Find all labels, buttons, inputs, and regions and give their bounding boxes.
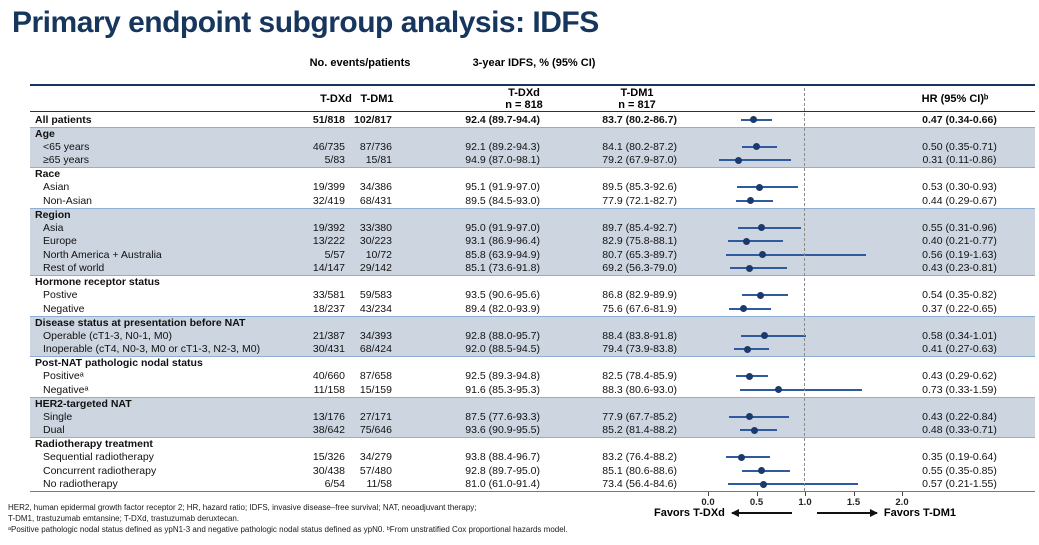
axis-tick-label: 0.0 <box>701 497 715 508</box>
hr-value: 0.55 (0.35-0.85) <box>922 464 997 477</box>
subgroup-label: Asian <box>43 181 70 193</box>
table-row <box>30 383 1035 397</box>
events-tdm1: 15/81 <box>365 154 392 166</box>
point-estimate-marker <box>775 386 782 393</box>
forest-cell <box>677 317 910 330</box>
idfs-tdm1: 77.9 (67.7-85.2) <box>602 410 677 423</box>
column-header-hr: HR (95% CI)ᵇ <box>921 93 989 105</box>
forest-cell <box>677 128 910 141</box>
events-tdm1: 87/658 <box>359 370 392 382</box>
idfs-tdxd: 89.4 (82.0-93.9) <box>465 302 540 315</box>
idfs-tdxd: 92.0 (88.5-94.5) <box>465 343 540 355</box>
subgroup-label: Positiveᵃ <box>43 370 84 382</box>
idfs-tdm1: 83.7 (80.2-86.7) <box>602 113 677 126</box>
hr-value: 0.55 (0.31-0.96) <box>922 221 997 234</box>
idfs-tdxd: 92.8 (89.7-95.0) <box>465 464 540 477</box>
favors-legend <box>654 507 956 519</box>
ci-line <box>726 456 770 458</box>
table-row <box>30 140 1035 154</box>
ci-line <box>728 483 858 485</box>
events-tdm1: 34/279 <box>359 451 392 463</box>
idfs-tdxd: 89.5 (84.5-93.0) <box>465 194 540 207</box>
footnote-abbreviations-2: T-DM1, trastuzumab emtansine; T-DXd, trastuzumab deruxtecan. <box>8 514 240 523</box>
events-tdm1: 33/380 <box>359 221 392 234</box>
table-row <box>30 464 1035 478</box>
axis-tick-label: 1.0 <box>798 497 812 508</box>
table-row <box>30 410 1035 424</box>
events-tdxd: 30/431 <box>312 343 345 355</box>
subgroup-label: Single <box>43 410 73 423</box>
hr-value: 0.57 (0.21-1.55) <box>922 478 997 490</box>
left-arrow-icon <box>732 512 792 514</box>
idfs-tdxd: 93.8 (88.4-96.7) <box>465 451 540 463</box>
events-tdxd: 30/438 <box>312 464 345 477</box>
events-tdm1: 30/223 <box>359 235 392 247</box>
group-header-row <box>30 356 1035 370</box>
events-tdm1: 59/583 <box>359 289 392 301</box>
point-estimate-marker <box>758 467 765 474</box>
forest-cell <box>677 410 910 424</box>
group-label: Hormone receptor status <box>35 276 160 288</box>
idfs-tdxd: 85.1 (73.6-91.8) <box>465 262 540 274</box>
idfs-tdxd: 91.6 (85.3-95.3) <box>465 383 540 396</box>
group-header-row <box>30 275 1035 289</box>
idfs-tdm1: 69.2 (56.3-79.0) <box>602 262 677 274</box>
table-row <box>30 248 1035 262</box>
idfs-tdxd: 93.6 (90.9-95.5) <box>465 424 540 436</box>
group-label: Radiotherapy treatment <box>35 438 153 450</box>
idfs-tdm1: 79.4 (73.9-83.8) <box>602 343 677 355</box>
events-tdxd: 21/387 <box>312 329 345 342</box>
point-estimate-marker <box>750 116 757 123</box>
forest-cell <box>677 276 910 289</box>
ci-line <box>740 389 862 391</box>
point-estimate-marker <box>751 427 758 434</box>
idfs-tdm1: 84.1 (80.2-87.2) <box>602 140 677 153</box>
subgroup-label: Negativeᵃ <box>43 383 89 396</box>
point-estimate-marker <box>743 238 750 245</box>
idfs-tdxd: 92.5 (89.3-94.8) <box>465 370 540 382</box>
table-row <box>30 113 1035 127</box>
subgroup-label: Operable (cT1-3, N0-1, M0) <box>43 329 172 342</box>
group-label: Race <box>35 168 61 180</box>
forest-cell <box>677 154 910 168</box>
ci-line <box>728 240 782 242</box>
group-header-row <box>30 437 1035 451</box>
forest-cell <box>677 329 910 343</box>
forest-cell <box>677 383 910 397</box>
hr-value: 0.31 (0.11-0.86) <box>922 154 997 166</box>
forest-cell <box>677 478 910 492</box>
ci-line <box>736 200 773 202</box>
group-label: HER2-targeted NAT <box>35 397 132 410</box>
events-tdm1: 34/386 <box>359 181 392 193</box>
group-header-row <box>30 167 1035 181</box>
events-tdxd: 19/392 <box>312 221 345 234</box>
point-estimate-marker <box>761 332 768 339</box>
subgroup-label: Asia <box>43 221 64 234</box>
subgroup-label: Postive <box>43 289 78 301</box>
ci-line <box>742 294 788 296</box>
axis-tick-mark <box>708 492 709 496</box>
events-tdm1: 11/58 <box>366 478 392 490</box>
idfs-tdm1: 86.8 (82.9-89.9) <box>602 289 677 301</box>
idfs-tdm1: 79.2 (67.9-87.0) <box>602 154 677 166</box>
forest-cell <box>677 168 910 181</box>
table-row <box>30 289 1035 303</box>
events-tdxd: 13/222 <box>312 235 345 247</box>
hr-value: 0.73 (0.33-1.59) <box>922 383 997 396</box>
idfs-tdm1: 88.4 (83.8-91.8) <box>602 329 677 342</box>
events-tdm1: 29/142 <box>359 262 392 274</box>
ci-line <box>738 227 801 229</box>
group-label: Disease status at presentation before NAT <box>35 316 246 329</box>
events-tdm1: 102/817 <box>354 113 392 126</box>
table-row <box>30 302 1035 316</box>
hr-value: 0.48 (0.33-0.71) <box>922 424 997 436</box>
footnote-definitions: ᵃPositive pathologic nodal status defined as ypN1-3 and negative pathologic nodal status defined as ypN0. ᵇFrom unstratified Cox proportional hazards model. <box>8 525 568 534</box>
table-row <box>30 424 1035 438</box>
group-header-row <box>30 208 1035 222</box>
point-estimate-marker <box>757 292 764 299</box>
hr-value: 0.58 (0.34-1.01) <box>922 329 997 342</box>
events-tdm1: 75/646 <box>359 424 392 436</box>
point-estimate-marker <box>740 305 747 312</box>
idfs-tdxd: 92.4 (89.7-94.4) <box>465 113 540 126</box>
group-header-row <box>30 397 1035 411</box>
idfs-tdxd: 85.8 (63.9-94.9) <box>465 248 540 261</box>
hr-value: 0.40 (0.21-0.77) <box>922 235 997 247</box>
subgroup-label: All patients <box>35 113 92 126</box>
reference-line-hr-1 <box>804 88 805 491</box>
forest-cell <box>677 262 910 276</box>
table-row <box>30 181 1035 195</box>
axis-tick-mark <box>902 492 903 496</box>
subgroup-label: Rest of world <box>43 262 105 274</box>
axis-tick-label: 0.5 <box>749 497 764 508</box>
tdm1-arm-label: T-DM1 <box>620 87 654 99</box>
events-tdm1: 27/171 <box>359 410 392 423</box>
subgroup-label: ≥65 years <box>43 154 90 166</box>
idfs-tdxd: 81.0 (61.0-91.4) <box>465 478 540 490</box>
hr-value: 0.47 (0.34-0.66) <box>922 113 997 126</box>
header-rule-bottom <box>30 111 1035 113</box>
point-estimate-marker <box>758 224 765 231</box>
forest-cell <box>677 343 910 357</box>
idfs-tdm1: 75.6 (67.6-81.9) <box>602 302 677 315</box>
forest-cell <box>677 140 910 154</box>
group-label: Region <box>35 208 71 221</box>
events-tdxd: 33/581 <box>312 289 345 301</box>
hr-value: 0.37 (0.22-0.65) <box>922 302 997 315</box>
idfs-tdxd: 92.8 (88.0-95.7) <box>465 329 540 342</box>
hr-value: 0.44 (0.29-0.67) <box>922 194 997 207</box>
subgroup-label: <65 years <box>43 140 90 153</box>
right-arrow-icon <box>817 512 877 514</box>
hr-value: 0.41 (0.27-0.63) <box>922 343 997 355</box>
hr-value: 0.50 (0.35-0.71) <box>922 140 997 153</box>
table-row <box>30 235 1035 249</box>
subgroup-label: Dual <box>43 424 65 436</box>
ci-line <box>729 416 789 418</box>
events-tdxd: 32/419 <box>312 194 345 207</box>
forest-cell <box>677 464 910 478</box>
ci-line <box>741 335 806 337</box>
ci-line <box>740 429 777 431</box>
forest-cell <box>677 235 910 249</box>
subgroup-label: Non-Asian <box>43 194 93 207</box>
hr-value: 0.56 (0.19-1.63) <box>922 248 997 261</box>
forest-cell <box>677 398 910 411</box>
events-tdm1: 87/736 <box>359 140 392 153</box>
forest-cell <box>677 113 910 127</box>
group-label: Age <box>35 127 55 140</box>
hr-value: 0.54 (0.35-0.82) <box>922 289 997 301</box>
subgroup-label: Negative <box>43 302 85 315</box>
point-estimate-marker <box>746 413 753 420</box>
events-tdxd: 14/147 <box>312 262 345 274</box>
forest-cell <box>677 438 910 451</box>
idfs-tdm1: 88.3 (80.6-93.0) <box>602 383 677 396</box>
table-row <box>30 154 1035 168</box>
subgroup-label: Concurrent radiotherapy <box>43 464 157 477</box>
hr-value: 0.43 (0.22-0.84) <box>922 410 997 423</box>
table-row <box>30 478 1035 492</box>
axis-tick-mark <box>805 492 806 496</box>
events-tdxd: 6/54 <box>324 478 345 490</box>
column-header-tdm1-idfs <box>618 88 656 111</box>
forest-cell <box>677 209 910 222</box>
column-group-header-idfs: 3-year IDFS, % (95% CI) <box>472 57 596 69</box>
favors-tdxd-label: Favors T-DXd <box>653 507 725 519</box>
forest-cell <box>677 289 910 303</box>
forest-cell <box>677 424 910 438</box>
idfs-tdm1: 85.2 (81.4-88.2) <box>602 424 677 436</box>
forest-cell <box>677 451 910 465</box>
ci-line <box>734 348 769 350</box>
forest-cell <box>677 370 910 384</box>
events-tdxd: 11/158 <box>313 383 345 396</box>
idfs-tdm1: 89.5 (85.3-92.6) <box>602 181 677 193</box>
point-estimate-marker <box>753 143 760 150</box>
table-row <box>30 343 1035 357</box>
events-tdxd: 5/83 <box>324 154 345 166</box>
events-tdxd: 19/399 <box>312 181 345 193</box>
tdm1-n-count: n = 817 <box>618 98 656 111</box>
ci-line <box>742 470 791 472</box>
footnotes <box>8 502 568 535</box>
page-title: Primary endpoint subgroup analysis: IDFS <box>12 6 599 39</box>
subgroup-label: Sequential radiotherapy <box>43 451 154 463</box>
forest-cell <box>677 194 910 208</box>
footnote-abbreviations-1: HER2, human epidermal growth factor receptor 2; HR, hazard ratio; IDFS, invasive disease–free survival; NAT, neoadjuvant therapy; <box>8 503 477 512</box>
events-tdm1: 68/424 <box>359 343 392 355</box>
column-header-tdxd-events: T-DXd <box>320 93 352 105</box>
idfs-tdm1: 82.9 (75.8-88.1) <box>602 235 677 247</box>
axis-tick-label: 2.0 <box>895 497 909 508</box>
favors-tdm1-label: Favors T-DM1 <box>883 507 957 519</box>
idfs-tdxd: 92.1 (89.2-94.3) <box>465 140 540 153</box>
events-tdm1: 15/159 <box>359 383 392 396</box>
events-tdxd: 13/176 <box>312 410 345 423</box>
point-estimate-marker <box>747 197 754 204</box>
idfs-tdxd: 94.9 (87.0-98.1) <box>465 154 540 166</box>
point-estimate-marker <box>738 454 745 461</box>
events-tdxd: 51/818 <box>312 113 345 126</box>
hr-value: 0.53 (0.30-0.93) <box>922 181 997 193</box>
idfs-tdxd: 95.0 (91.9-97.0) <box>465 221 540 234</box>
table-row <box>30 221 1035 235</box>
forest-cell <box>677 248 910 262</box>
hr-value: 0.43 (0.23-0.81) <box>922 262 997 274</box>
table-row <box>30 370 1035 384</box>
forest-cell <box>677 357 910 370</box>
tdxd-n-count: n = 818 <box>505 98 543 111</box>
events-tdm1: 68/431 <box>359 194 392 207</box>
header-rule-top <box>30 84 1035 86</box>
idfs-tdxd: 87.5 (77.6-93.3) <box>465 410 540 423</box>
axis-tick-label: 1.5 <box>846 497 861 508</box>
idfs-tdm1: 89.7 (85.4-92.7) <box>602 221 677 234</box>
axis-tick-mark <box>757 492 758 496</box>
events-tdm1: 34/393 <box>359 329 392 342</box>
column-header-tdm1-events: T-DM1 <box>360 93 394 105</box>
group-label: Post-NAT pathologic nodal status <box>35 357 203 369</box>
idfs-tdxd: 93.5 (90.6-95.6) <box>465 289 540 301</box>
subgroup-label: No radiotherapy <box>43 478 118 490</box>
events-tdxd: 40/660 <box>312 370 345 382</box>
events-tdxd: 38/642 <box>312 424 345 436</box>
table-row <box>30 262 1035 276</box>
column-header-tdxd-idfs <box>505 88 543 111</box>
idfs-tdm1: 82.5 (78.4-85.9) <box>602 370 677 382</box>
point-estimate-marker <box>744 346 751 353</box>
point-estimate-marker <box>746 373 753 380</box>
column-group-header-events: No. events/patients <box>309 57 411 69</box>
point-estimate-marker <box>760 481 767 488</box>
ci-line <box>719 159 792 161</box>
ci-line <box>726 254 866 256</box>
idfs-tdxd: 93.1 (86.9-96.4) <box>465 235 540 247</box>
point-estimate-marker <box>759 251 766 258</box>
events-tdxd: 46/735 <box>312 140 345 153</box>
hr-value: 0.43 (0.29-0.62) <box>922 370 997 382</box>
ci-line <box>729 308 771 310</box>
events-tdxd: 18/237 <box>312 302 345 315</box>
idfs-tdm1: 80.7 (65.3-89.7) <box>602 248 677 261</box>
forest-plot-table <box>30 113 1035 492</box>
group-header-row <box>30 316 1035 330</box>
events-tdxd: 5/57 <box>324 248 345 261</box>
idfs-tdm1: 73.4 (56.4-84.6) <box>602 478 677 490</box>
subgroup-label: North America + Australia <box>43 248 162 261</box>
table-row <box>30 451 1035 465</box>
point-estimate-marker <box>735 157 742 164</box>
idfs-tdm1: 83.2 (76.4-88.2) <box>602 451 677 463</box>
table-row <box>30 194 1035 208</box>
forest-cell <box>677 181 910 195</box>
point-estimate-marker <box>746 265 753 272</box>
idfs-tdm1: 85.1 (80.6-88.6) <box>602 464 677 477</box>
ci-line <box>730 267 786 269</box>
table-row <box>30 329 1035 343</box>
hr-value: 0.35 (0.19-0.64) <box>922 451 997 463</box>
events-tdm1: 43/234 <box>359 302 392 315</box>
forest-cell <box>677 221 910 235</box>
events-tdxd: 15/326 <box>312 451 345 463</box>
subgroup-label: Inoperable (cT4, N0-3, M0 or cT1-3, N2-3, M0) <box>43 343 261 355</box>
events-tdm1: 57/480 <box>359 464 392 477</box>
subgroup-label: Europe <box>43 235 77 247</box>
idfs-tdm1: 77.9 (72.1-82.7) <box>602 194 677 207</box>
point-estimate-marker <box>756 184 763 191</box>
events-tdm1: 10/72 <box>365 248 392 261</box>
idfs-tdxd: 95.1 (91.9-97.0) <box>465 181 540 193</box>
group-header-row <box>30 127 1035 141</box>
axis-tick-mark <box>854 492 855 496</box>
ci-line <box>737 186 798 188</box>
tdxd-arm-label: T-DXd <box>508 87 540 99</box>
forest-cell <box>677 302 910 316</box>
